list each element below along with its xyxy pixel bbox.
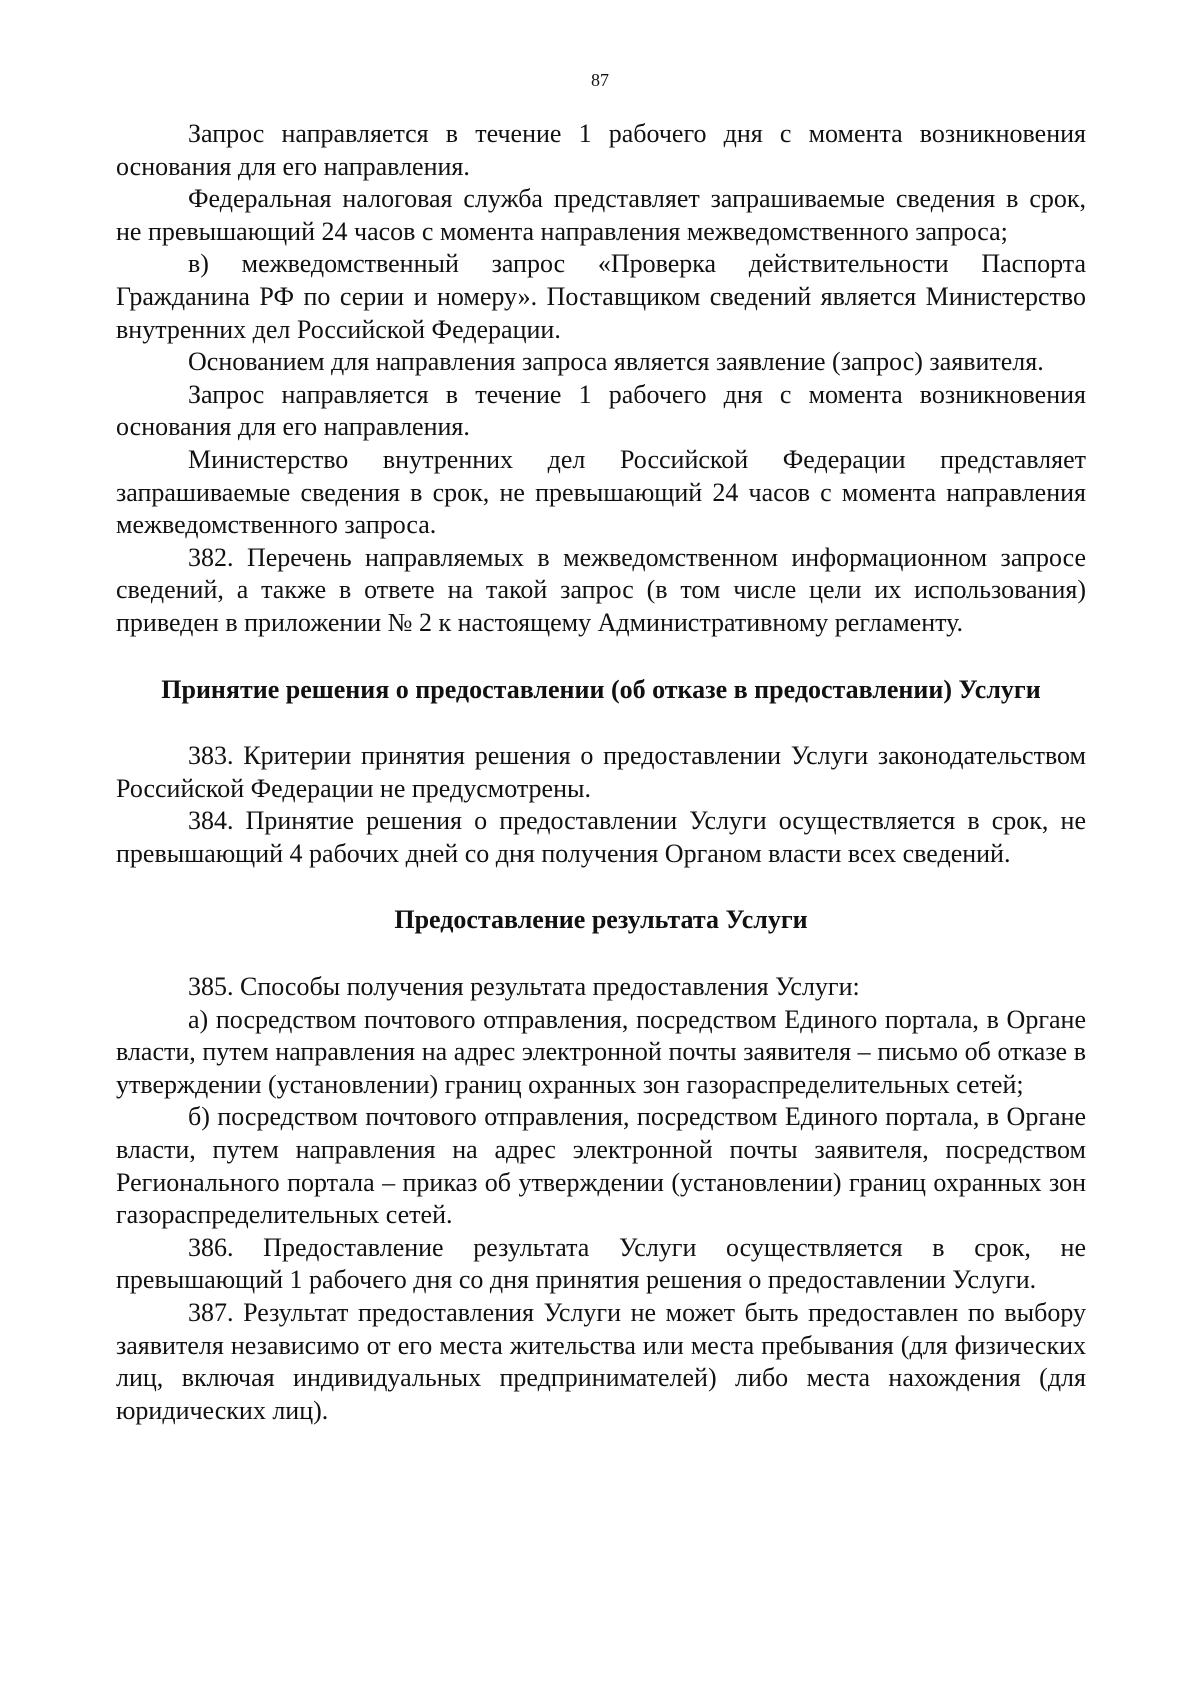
paragraph: 385. Способы получения результата предоставления Услуги: <box>188 972 860 1002</box>
section-heading: Принятие решения о предоставлении (об отказе в предоставлении) Услуги <box>161 674 1041 704</box>
document-body <box>116 118 1086 1427</box>
paragraph: 383. Критерии принятия решения о предоставлении Услуги законодательством Российской Федерации не предусмотрены. <box>116 741 1086 803</box>
paragraph: в) межведомственный запрос «Проверка действительности Паспорта Гражданина РФ по серии и номеру». Поставщиком сведений является Министерство внутренних дел Российской Федерации. <box>116 249 1086 344</box>
paragraph: Министерство внутренних дел Российской Федерации представляет запрашиваемые сведения в срок, не превышающий 24 часов с момента направления межведомственного запроса. <box>116 444 1086 540</box>
paragraph: 382. Перечень направляемых в межведомственном информационном запросе сведений, а также в ответе на такой запрос (в том числе цели их использования) приведен в приложении № 2 к настоящему Административному регламенту. <box>116 542 1086 637</box>
paragraph: б) посредством почтового отправления, посредством Единого портала, в Органе власти, путем направления на адрес электронной почты заявителя, посредством Регионального портала – приказ об утверждении (установлении) границ охранных зон газораспределительных сетей. <box>116 1102 1086 1230</box>
paragraph: Федеральная налоговая служба представляет запрашиваемые сведения в срок, не превышающий 24 часов с момента направления межведомственного запроса; <box>116 184 1086 246</box>
paragraph: Запрос направляется в течение 1 рабочего дня с момента возникновения основания для его направления. <box>116 379 1086 442</box>
paragraph: Запрос направляется в течение 1 рабочего дня с момента возникновения основания для его направления. <box>116 119 1086 181</box>
paragraph: 387. Результат предоставления Услуги не может быть предоставлен по выбору заявителя независимо от его места жительства или места пребывания (для физических лиц, включая индивидуальных предпринимателей) либо места нахождения (для юридических лиц). <box>116 1298 1086 1425</box>
paragraph: 386. Предоставление результата Услуги осуществляется в срок, не превышающий 1 рабочего дня со дня принятия решения о предоставлении Услуги. <box>116 1232 1086 1295</box>
paragraph: а) посредством почтового отправления, посредством Единого портала, в Органе власти, путем направления на адрес электронной почты заявителя – письмо об отказе в утверждении (установлении) границ охранных зон газораспределительных сетей; <box>116 1004 1086 1099</box>
section-heading: Предоставление результата Услуги <box>394 905 808 935</box>
paragraph: 384. Принятие решения о предоставлении Услуги осуществляется в срок, не превышающий 4 рабочих дней со дня получения Органом власти всех сведений. <box>116 806 1086 868</box>
paragraph: Основанием для направления запроса является заявление (запрос) заявителя. <box>188 347 1044 377</box>
page-number: 87 <box>591 70 609 90</box>
